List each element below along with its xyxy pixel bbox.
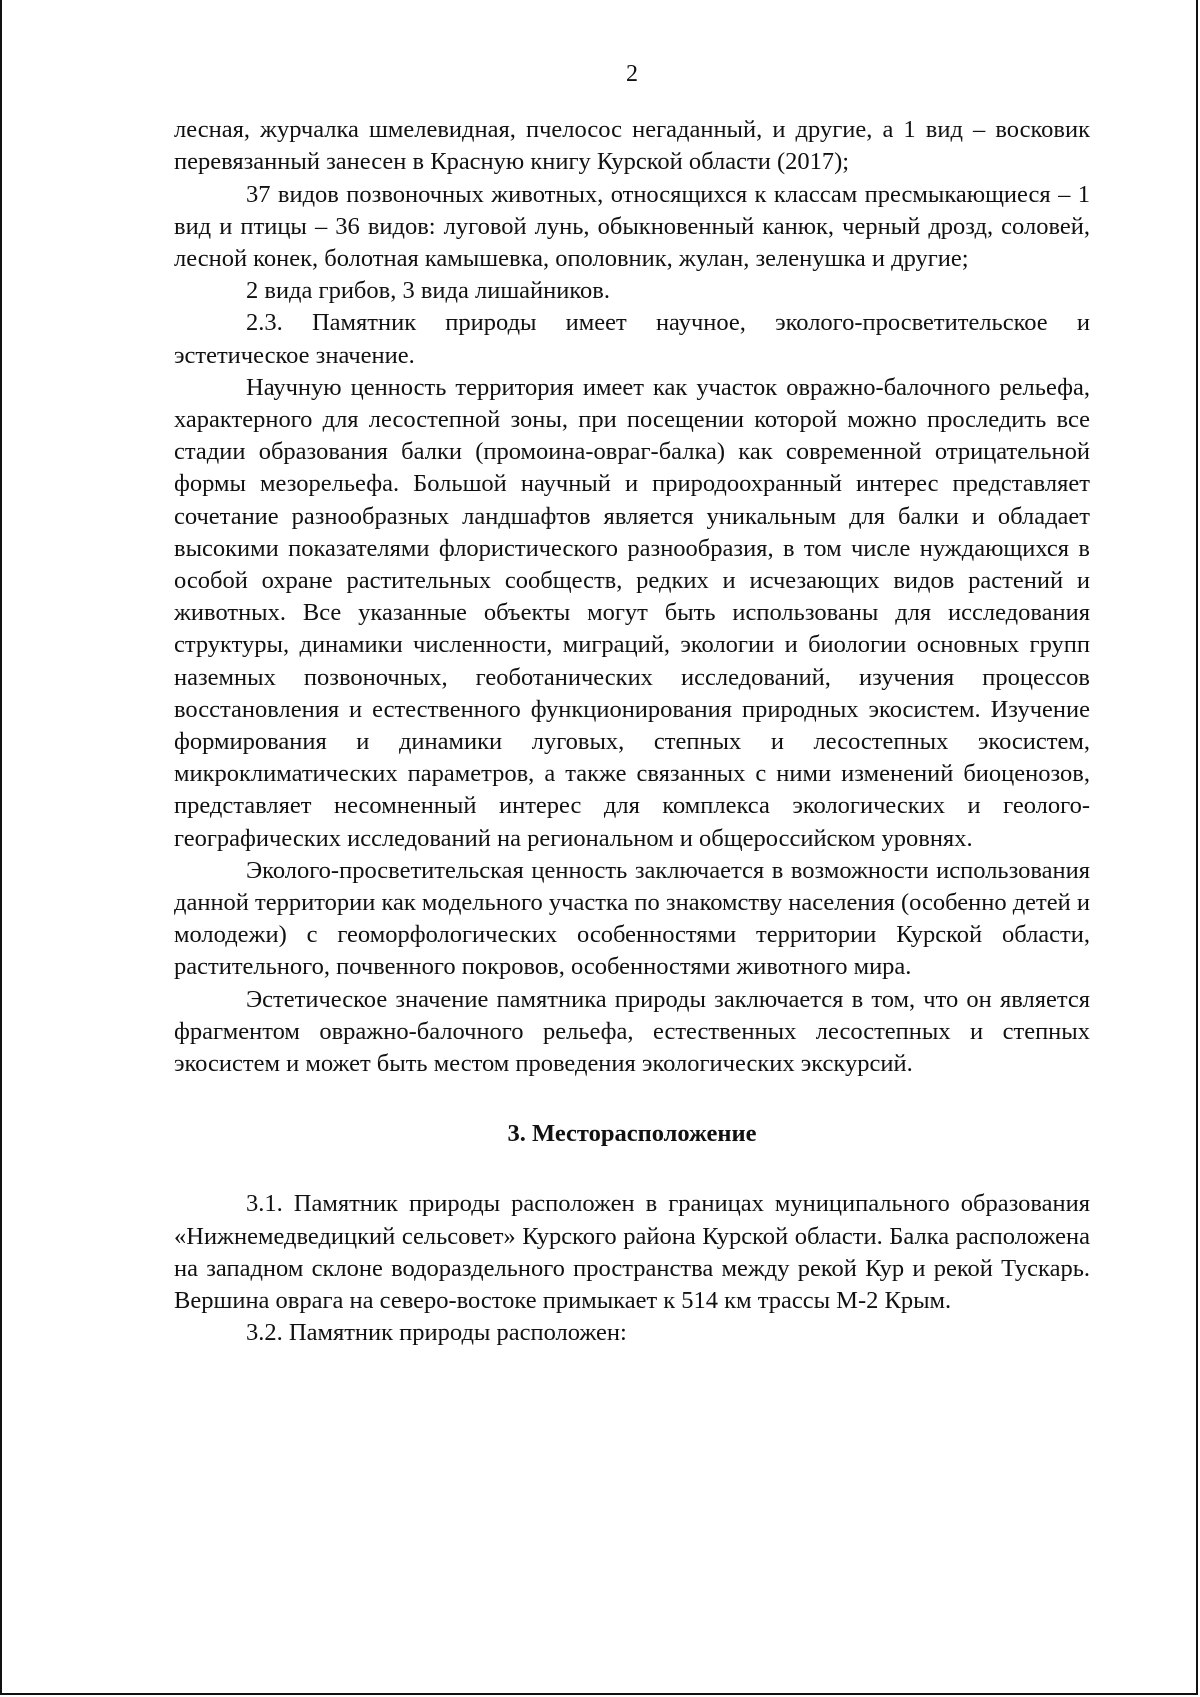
paragraph-3-1-location: 3.1. Памятник природы расположен в границах муниципального образования «Нижнемедведицкий сельсовет» Курского района Курской области. Балка расположена на западном склоне водораздельного пространства между рекой Кур и рекой Тускарь. Вершина оврага на северо-востоке примыкает к 514 км трассы М-2 Крым. bbox=[174, 1190, 1090, 1314]
paragraph-fungi-lichens: 2 вида грибов, 3 вида лишайников. bbox=[246, 277, 610, 305]
paragraph-aesthetic-value: Эстетическое значение памятника природы заключается в том, что он является фрагментом овражно-балочного рельефа, естественных лесостепных и степных экосистем и может быть местом проведения экологических экскурсий. bbox=[174, 985, 1090, 1078]
paragraph-vertebrates: 37 видов позвоночных животных, относящихся к классам пресмыкающиеся – 1 вид и птицы – 36 видов: луговой лунь, обыкновенный канюк, черный дрозд, соловей, лесной конек, болотная камышевка, ополовник, жулан, зеленушка и другие; bbox=[174, 180, 1090, 273]
document-body bbox=[174, 58, 1090, 1349]
section-heading-location: 3. Месторасположение bbox=[507, 1120, 757, 1148]
paragraph-species-continuation: лесная, журчалка шмелевидная, пчелосос негаданный, и другие, а 1 вид – восковик перевязанный занесен в Красную книгу Курской области (2017); bbox=[174, 116, 1090, 176]
paragraph-scientific-value: Научную ценность территория имеет как участок овражно-балочного рельефа, характерного для лесостепной зоны, при посещении которой можно проследить все стадии образования балки (промоина-овраг-балка) как современной отрицательной формы мезорельефа. Большой научный и природоохранный интерес представляет сочетание разнообразных ландшафтов является уникальным для балки и обладает высокими показателями флористического разнообразия, в том числе нуждающихся в особой охране растительных сообществ, редких и исчезающих видов растений и животных. Все указанные объекты могут быть использованы для исследования структуры, динамики численности, миграций, экологии и биологии основных групп наземных позвоночных, геоботанических исследований, изучения процессов восстановления и естественного функционирования природных экосистем. Изучение формирования и динамики луговых, степных и лесостепных экосистем, микроклиматических параметров, а также связанных с ними изменений биоценозов, представляет несомненный интерес для комплекса экологических и геолого-географических исследований на региональном и общероссийском уровнях. bbox=[174, 373, 1090, 852]
paragraph-2-3-significance: 2.3. Памятник природы имеет научное, эколого-просветительское и эстетическое значение. bbox=[174, 309, 1090, 369]
page-number: 2 bbox=[626, 61, 638, 87]
paragraph-educational-value: Эколого-просветительская ценность заключается в возможности использования данной территории как модельного участка по знакомству населения (особенно детей и молодежи) с геоморфологических особенностями территории Курской области, растительного, почвенного покровов, особенностями животного мира. bbox=[174, 856, 1090, 981]
paragraph-3-2-location: 3.2. Памятник природы расположен: bbox=[246, 1319, 627, 1347]
